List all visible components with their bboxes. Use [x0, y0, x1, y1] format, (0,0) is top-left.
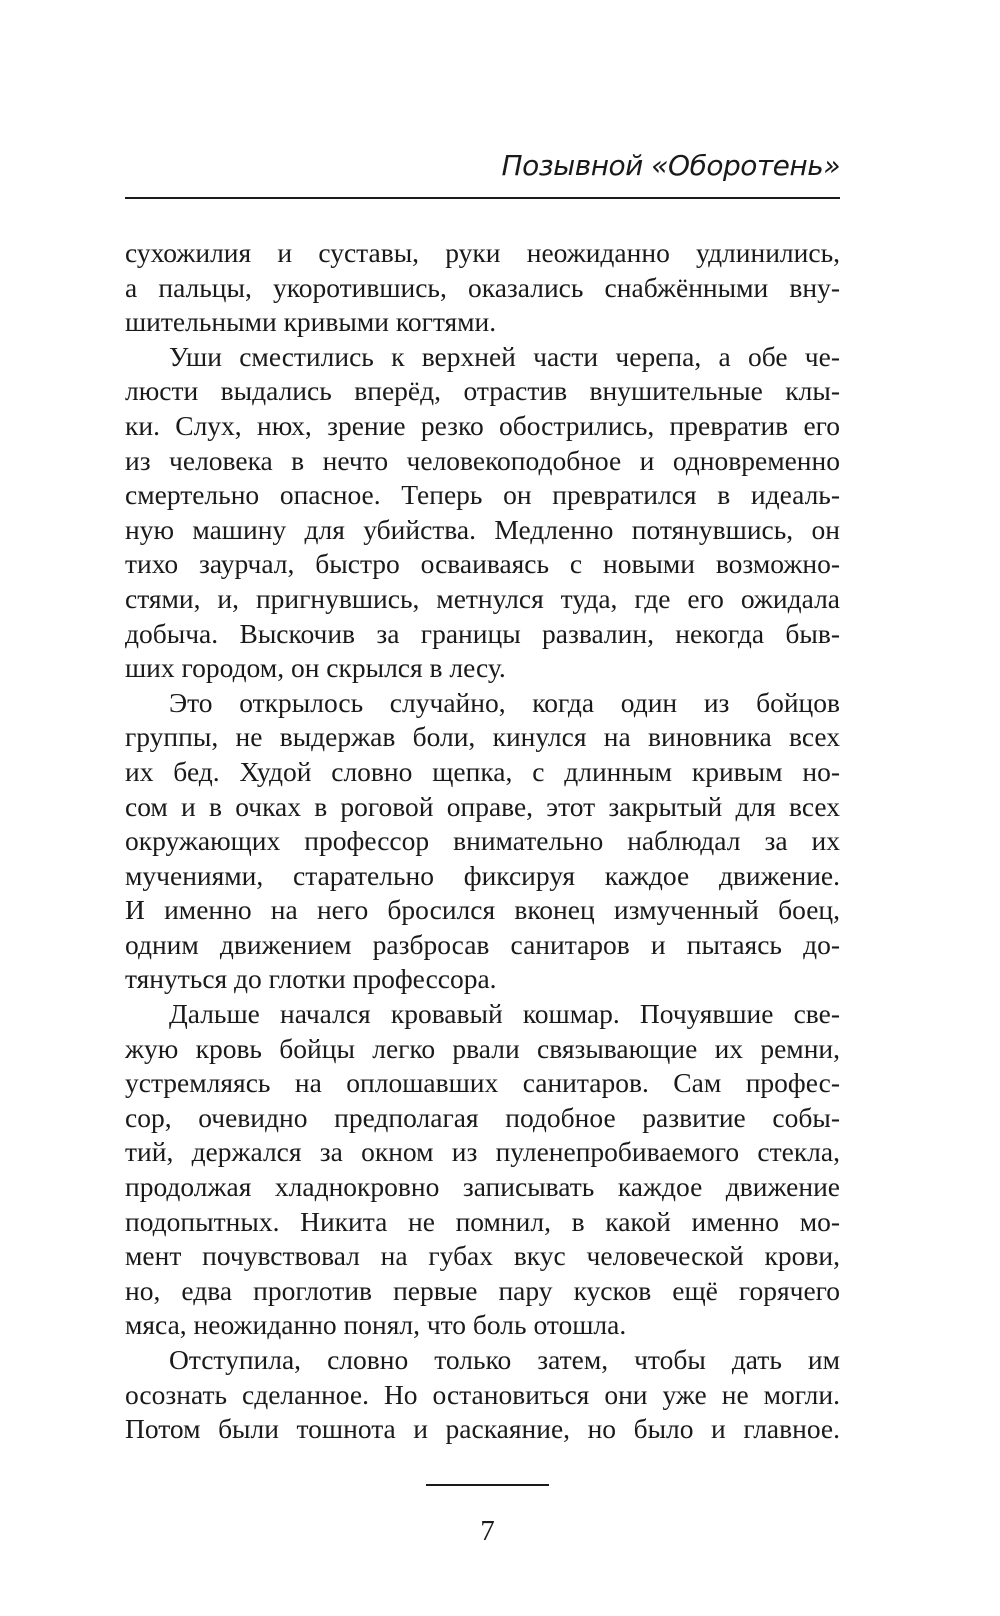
text-line: люсти выдались вперёд, отрастив внушительные клы-	[125, 375, 840, 407]
text-line: И именно на него бросился вконец измученный боец,	[125, 894, 840, 926]
text-line: тихо заурчал, быстро осваиваясь с новыми возможно-	[125, 548, 840, 580]
footer-rule	[426, 1484, 549, 1486]
text-line: тянуться до глотки профессора.	[125, 963, 497, 995]
body-text	[125, 236, 840, 1447]
text-line: сор, очевидно предполагая подобное развитие собы-	[125, 1101, 840, 1133]
text-line: Потом были тошнота и раскаяние, но было и главное.	[125, 1413, 840, 1445]
text-line: Дальше начался кровавый кошмар. Почуявшие све-	[169, 998, 840, 1030]
text-line: смертельно опасное. Теперь он превратился в идеаль-	[125, 479, 840, 511]
text-line: группы, не выдержав боли, кинулся на виновника всех	[125, 721, 840, 753]
text-line: но, едва проглотив первые пару кусков ещё горячего	[125, 1274, 840, 1306]
text-line: мент почувствовал на губах вкус человеческой крови,	[125, 1240, 840, 1272]
header-rule	[125, 197, 840, 199]
paragraph	[125, 997, 840, 1343]
text-line: устремляясь на оплошавших санитаров. Сам профес-	[125, 1067, 840, 1099]
text-line: шительными кривыми когтями.	[125, 306, 497, 338]
text-line: мучениями, старательно фиксируя каждое движение.	[125, 859, 840, 891]
text-line: их бед. Худой словно щепка, с длинным кривым но-	[125, 755, 840, 787]
text-line: одним движением разбросав санитаров и пытаясь до-	[125, 928, 840, 960]
text-line: осознать сделанное. Но остановиться они уже не могли.	[125, 1378, 840, 1410]
text-line: Отступила, словно только затем, чтобы дать им	[169, 1344, 840, 1375]
page-number: 7	[480, 1515, 495, 1547]
text-line: ную машину для убийства. Медленно потянувшись, он	[125, 513, 840, 545]
paragraph	[125, 340, 840, 686]
text-line: окружающих профессор внимательно наблюдал за их	[125, 825, 840, 857]
text-line: подопытных. Никита не помнил, в какой именно мо-	[125, 1205, 840, 1237]
text-line: мяса, неожиданно понял, что боль отошла.	[125, 1309, 627, 1341]
text-line: из человека в нечто человекоподобное и одновременно	[125, 444, 840, 476]
text-line: добыча. Выскочив за границы развалин, некогда быв-	[125, 617, 840, 649]
text-line: продолжая хладнокровно записывать каждое движение	[125, 1171, 840, 1203]
paragraph	[125, 1343, 840, 1447]
text-line: жую кровь бойцы легко рвали связывающие их ремни,	[125, 1032, 840, 1064]
text-line: стями, и, пригнувшись, метнулся туда, где его ожидала	[125, 582, 840, 614]
text-line: тий, держался за окном из пуленепробиваемого стекла,	[125, 1136, 840, 1168]
text-line: сухожилия и суставы, руки неожиданно удлинились,	[125, 237, 840, 268]
text-line: Это открылось случайно, когда один из бойцов	[169, 686, 840, 718]
paragraph	[125, 236, 840, 340]
text-line: ших городом, он скрылся в лесу.	[125, 652, 506, 684]
text-line: ки. Слух, нюх, зрение резко обострились, превратив его	[125, 409, 840, 441]
text-line: сом и в очках в роговой оправе, этот закрытый для всех	[125, 790, 840, 822]
text-line: а пальцы, укоротившись, оказались снабжёнными вну-	[125, 271, 840, 303]
running-head-title: Позывной «Оборотень»	[501, 149, 840, 182]
paragraph	[125, 686, 840, 997]
text-line: Уши сместились к верхней части черепа, а обе че-	[169, 340, 840, 372]
